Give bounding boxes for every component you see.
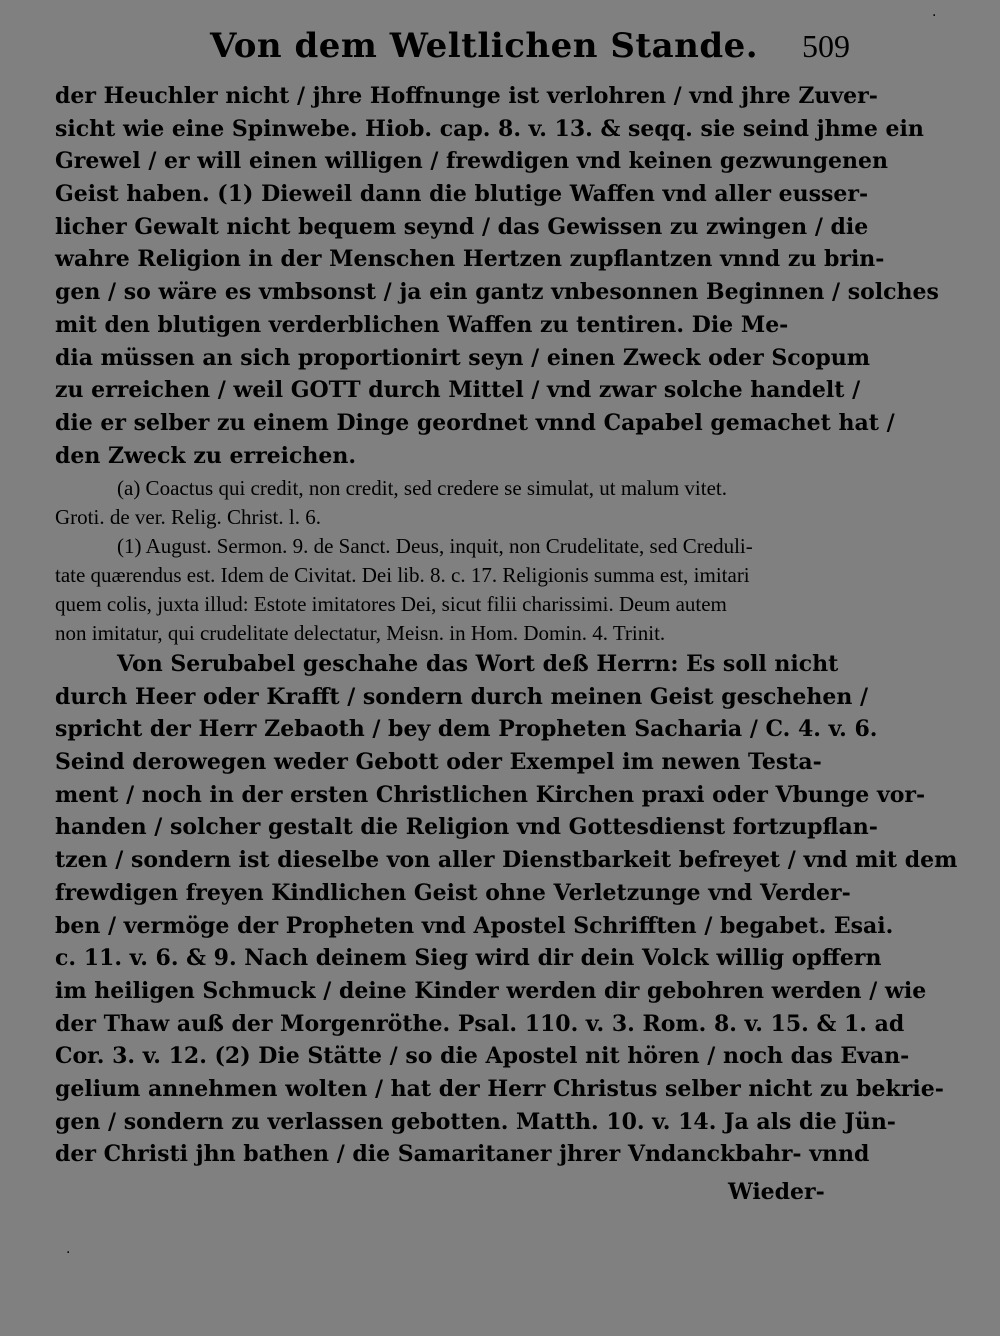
text-line: gelium annehmen wolten / hat der Herr Christus selber nicht zu bekrie- [55,1075,944,1102]
footnote-line: tate quærendus est. Idem de Civitat. Dei lib. 8. c. 17. Religionis summa est, imitari [55,563,750,587]
text-line: dia müssen an sich proportionirt seyn / einen Zweck oder Scopum [55,344,871,371]
catchword: Wieder- [728,1179,825,1205]
text-line: handen / solcher gestalt die Religion vnd Gottesdienst fortzupflan- [55,814,878,841]
print-speck: · [66,1245,71,1261]
text-line: gen / sondern zu verlassen gebotten. Matth. 10. v. 14. Ja als die Jün- [55,1108,896,1135]
text-line: Seind derowegen weder Gebott oder Exempel im newen Testa- [55,749,822,776]
text-line: durch Heer oder Krafft / sondern durch meinen Geist geschehen / [55,683,869,710]
print-speck: · [932,8,937,24]
footnote-line: non imitatur, qui crudelitate delectatur, Meisn. in Hom. Domin. 4. Trinit. [55,621,666,645]
footnote-line: Groti. de ver. Relig. Christ. l. 6. [55,505,321,529]
text-line: spricht der Herr Zebaoth / bey dem Propheten Sacharia / C. 4. v. 6. [55,716,878,743]
footnotes-block [55,474,955,648]
text-line: der Heuchler nicht / jhre Hoffnunge ist verlohren / vnd jhre Zuver- [55,83,878,109]
footnote-line: quem colis, juxta illud: Estote imitatores Dei, sicut filii charissimi. Deum autem [55,592,727,616]
page-number: 509 [802,28,850,64]
running-head: Von dem Weltlichen Stande. [210,26,759,66]
text-line: Grewel / er will einen willigen / frewdigen vnd keinen gezwungenen [55,148,889,175]
text-line: den Zweck zu erreichen. [55,442,357,469]
footnote-line: (a) Coactus qui credit, non credit, sed credere se simulat, ut malum vitet. [117,476,727,500]
text-line: Cor. 3. v. 12. (2) Die Stätte / so die Apostel nit hören / noch das Evan- [55,1043,910,1070]
main-text-block-1 [55,80,939,472]
text-line: im heiligen Schmuck / deine Kinder werden dir gebohren werden / wie [55,977,927,1004]
text-line: sicht wie eine Spinwebe. Hiob. cap. 8. v. 13. & seqq. sie seind jhme ein [55,115,924,142]
footnote-line: (1) August. Sermon. 9. de Sanct. Deus, inquit, non Crudelitate, sed Creduli- [117,534,753,558]
text-line: c. 11. v. 6. & 9. Nach deinem Sieg wird dir dein Volck willig opffern [55,945,882,972]
text-line: ben / vermöge der Propheten vnd Apostel Schrifften / begabet. Esai. [55,912,894,939]
text-line: licher Gewalt nicht bequem seynd / das Gewissen zu zwingen / die [55,213,869,240]
text-line: gen / so wäre es vmbsonst / ja ein gantz vnbesonnen Beginnen / solches [55,279,939,306]
text-line: die er selber zu einem Dinge geordnet vnnd Capabel gemachet hat / [55,409,895,436]
page-header [60,22,850,74]
text-line: frewdigen freyen Kindlichen Geist ohne Verletzunge vnd Verder- [55,879,851,906]
text-line: ment / noch in der ersten Christlichen Kirchen praxi oder Vbunge vor- [55,781,926,808]
text-line: zu erreichen / weil GOTT durch Mittel / vnd zwar solche handelt / [55,377,861,404]
text-line: der Christi jhn bathen / die Samaritaner jhrer Vndanckbahr- vnnd [55,1141,870,1168]
text-line: Geist haben. (1) Dieweil dann die blutige Waffen vnd aller eusser- [55,181,869,208]
footnote-1 [55,532,955,648]
text-line: der Thaw auß der Morgenröthe. Psal. 110. v. 3. Rom. 8. v. 15. & 1. ad [55,1010,905,1037]
footnote-a [55,474,955,532]
text-line: Von Serubabel geschahe das Wort deß Herrn: Es soll nicht [117,651,839,677]
text-line: wahre Religion in der Menschen Hertzen zupflantzen vnnd zu brin- [55,246,885,273]
main-text-block-2 [55,648,958,1171]
text-line: mit den blutigen verderblichen Waffen zu tentiren. Die Me- [55,311,789,338]
text-line: tzen / sondern ist dieselbe von aller Dienstbarkeit befreyet / vnd mit dem [55,847,958,874]
